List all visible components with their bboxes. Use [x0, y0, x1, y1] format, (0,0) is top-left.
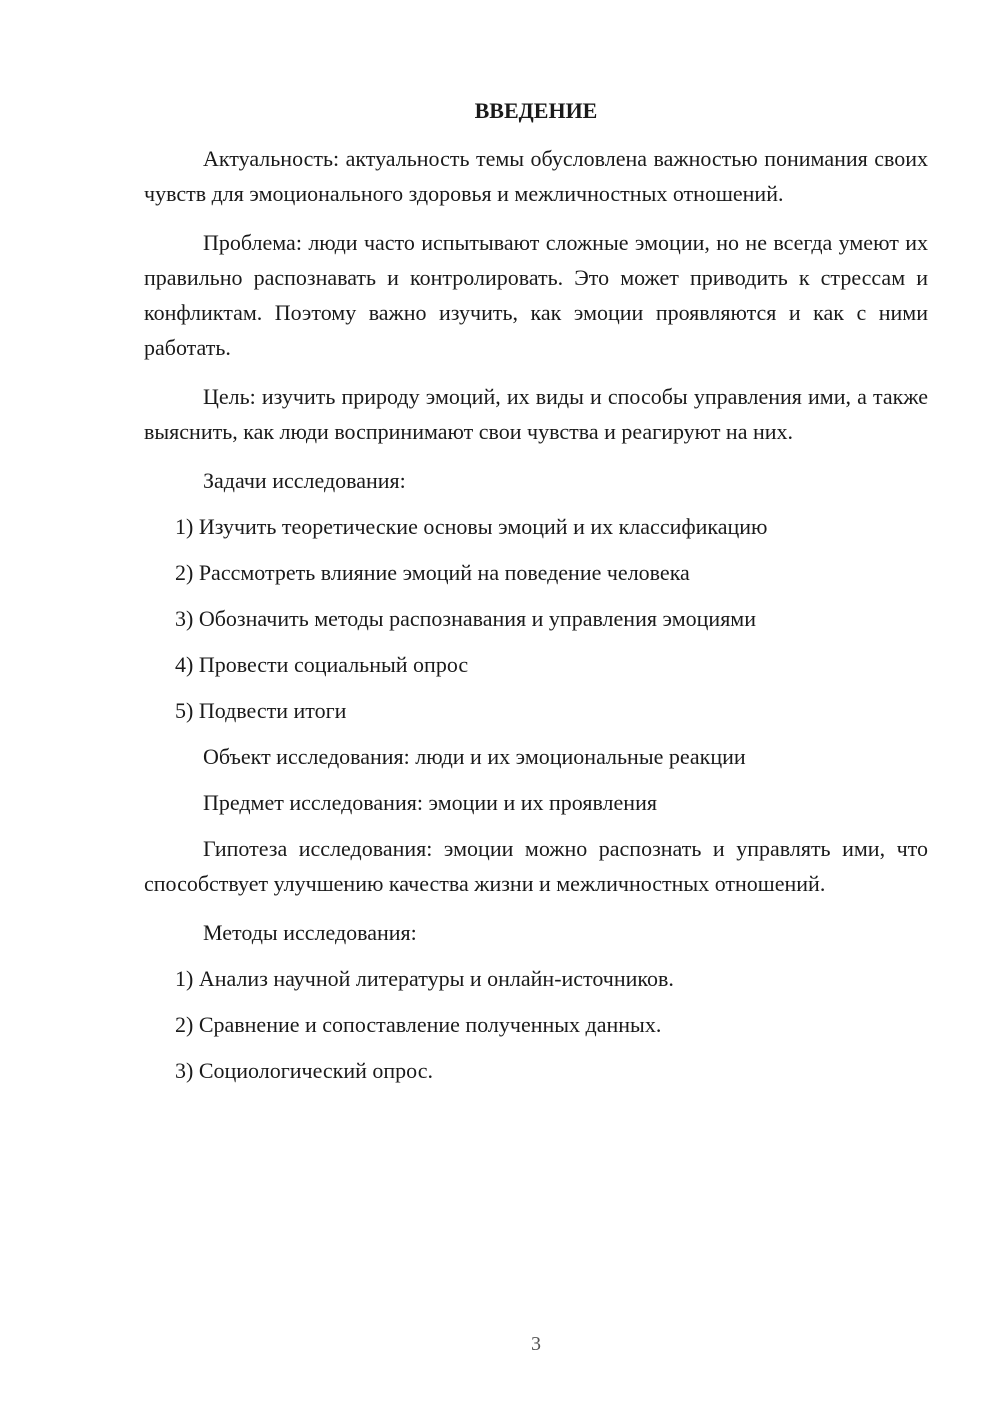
- paragraph-relevance: Актуальность: актуальность темы обусловлена важностью понимания своих чувств для эмоционального здоровья и межличностных отношений.: [144, 146, 928, 206]
- methods-list: [144, 961, 928, 1088]
- list-item: 2) Сравнение и сопоставление полученных данных.: [175, 1012, 662, 1037]
- research-object: Объект исследования: люди и их эмоциональные реакции: [203, 744, 746, 769]
- paragraph-problem: Проблема: люди часто испытывают сложные эмоции, но не всегда умеют их правильно распознавать и контролировать. Это может приводить к стрессам и конфликтам. Поэтому важно изучить, как эмоции проявляются и как с ними работать.: [144, 230, 928, 360]
- paragraph-goal: Цель: изучить природу эмоций, их виды и способы управления ими, а также выяснить, как люди воспринимают свои чувства и реагируют на них.: [144, 384, 928, 444]
- methods-heading: Методы исследования:: [203, 920, 417, 945]
- list-item: 1) Изучить теоретические основы эмоций и их классификацию: [175, 514, 768, 539]
- list-item: 3) Социологический опрос.: [175, 1058, 433, 1083]
- paragraph-hypothesis: Гипотеза исследования: эмоции можно распознать и управлять ими, что способствует улучшению качества жизни и межличностных отношений.: [144, 836, 928, 896]
- list-item: 5) Подвести итоги: [175, 698, 347, 723]
- research-subject: Предмет исследования: эмоции и их проявления: [203, 790, 657, 815]
- document-body: [144, 95, 928, 1099]
- list-item: 4) Провести социальный опрос: [175, 652, 469, 677]
- page-number: 3: [531, 1333, 541, 1355]
- list-item: 3) Обозначить методы распознавания и управления эмоциями: [175, 606, 757, 631]
- tasks-heading: Задачи исследования:: [203, 468, 406, 493]
- section-title: ВВЕДЕНИЕ: [474, 98, 598, 123]
- tasks-list: [144, 509, 928, 728]
- list-item: 1) Анализ научной литературы и онлайн-источников.: [175, 966, 674, 991]
- list-item: 2) Рассмотреть влияние эмоций на поведение человека: [175, 560, 690, 585]
